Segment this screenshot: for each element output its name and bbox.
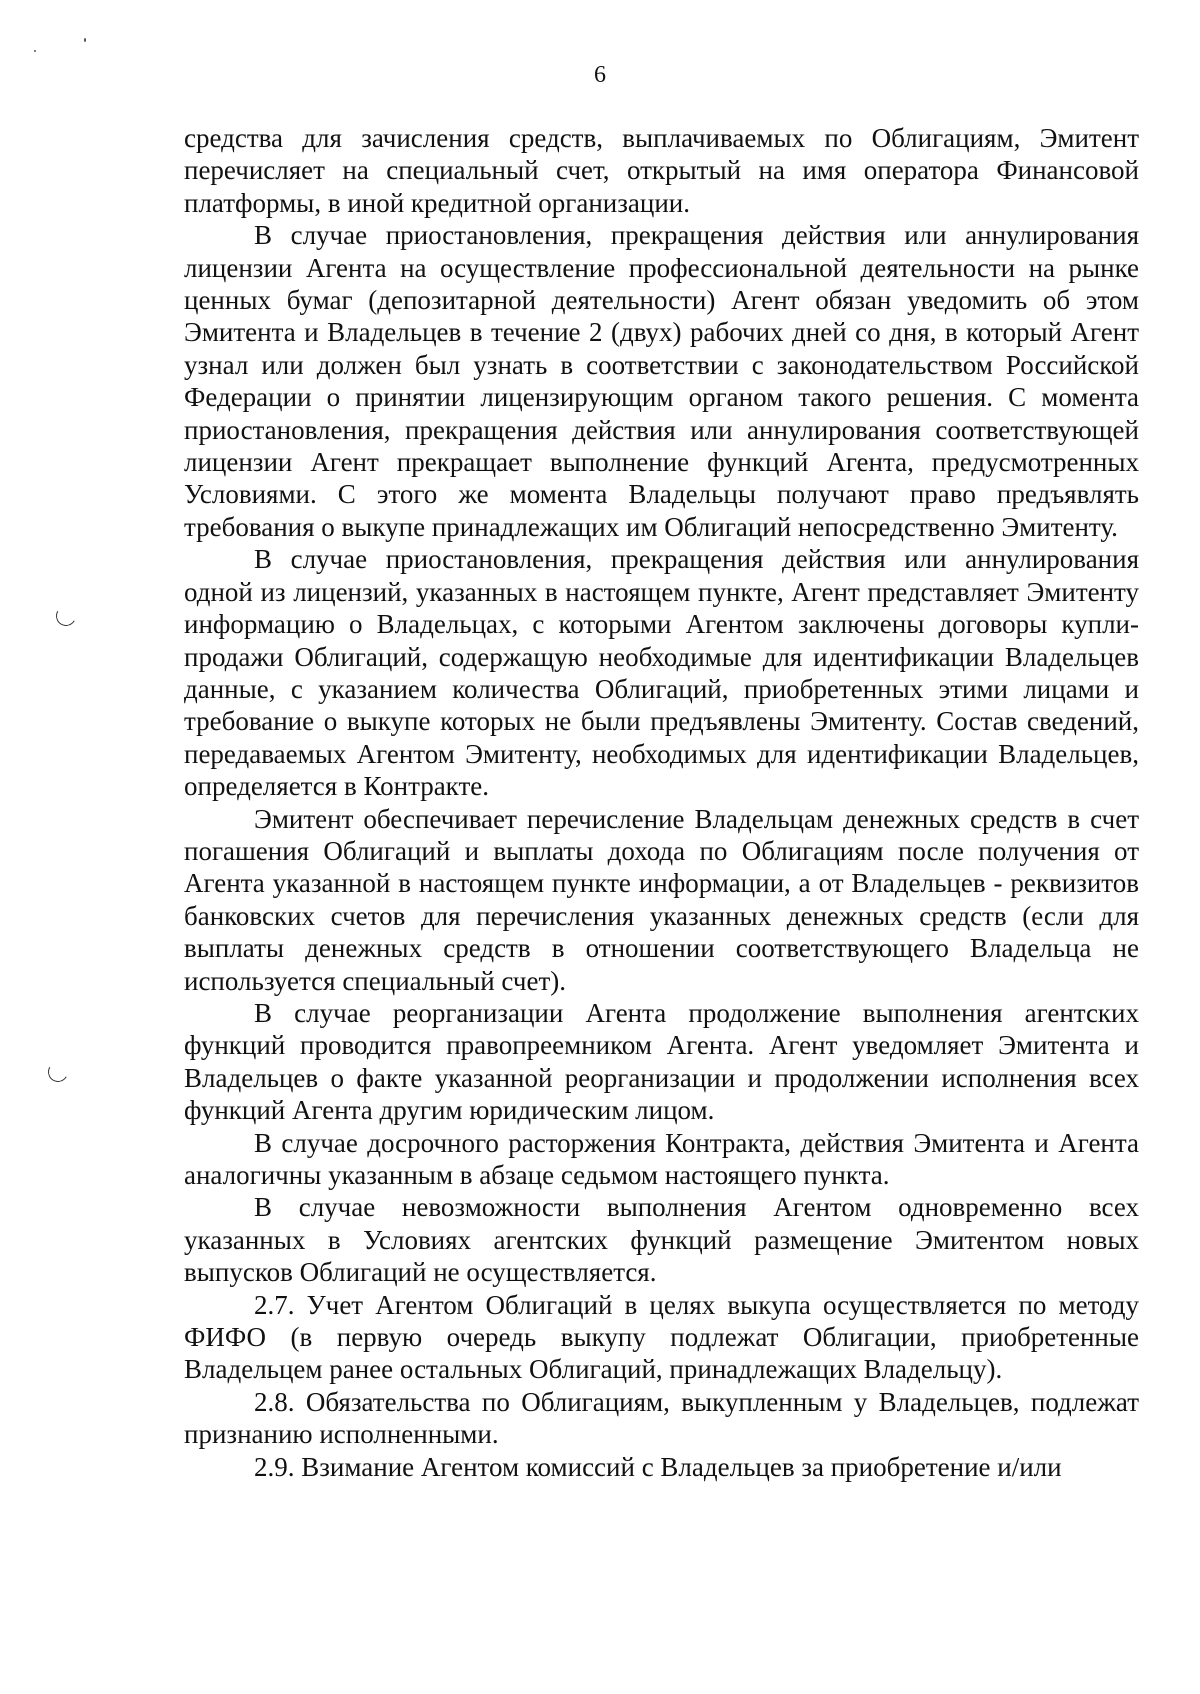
clause-2-8: 2.8. Обязательства по Облигациям, выкупленным у Владельцев, подлежат признанию исполненными. [184,1386,1139,1450]
page-number: 6 [594,62,606,88]
paragraph-3: В случае приостановления, прекращения действия или аннулирования одной из лицензий, указанных в настоящем пункте, Агент представляет Эмитенту информацию о Владельцах, с которыми Агентом заключены договоры купли-продажи Облигаций, содержащую необходимые для идентификации Владельцев данные, с указанием количества Облигаций, приобретенных этими лицами и требование о выкупе которых не были предъявлены Эмитенту. Состав сведений, передаваемых Агентом Эмитенту, необходимых для идентификации Владельцев, определяется в Контракте. [184,544,1139,802]
clause-2-9: 2.9. Взимание Агентом комиссий с Владельцев за приобретение и/или [254,1451,1062,1482]
paragraph-5: В случае реорганизации Агента продолжение выполнения агентских функций проводится правопреемником Агента. Агент уведомляет Эмитента и Владельцев о факте указанной реорганизации и продолжении исполнения всех функций Агента другим юридическим лицом. [184,997,1139,1126]
binding-hole-mark [54,604,78,628]
scan-speck [84,38,86,42]
paragraph-2: В случае приостановления, прекращения действия или аннулирования лицензии Агента на осуществление профессиональной деятельности на рынке ценных бумаг (депозитарной деятельности) Агент обязан уведомить об этом Эмитента и Владельцев в течение 2 (двух) рабочих дней со дня, в который Агент узнал или должен был узнать в соответствии с законодательством Российской Федерации о принятии лицензирующим органом такого решения. С момента приостановления, прекращения действия или аннулирования соответствующей лицензии Агент прекращает выполнение функций Агента, предусмотренных Условиями. С этого же момента Владельцы получают право предъявлять требования о выкупе принадлежащих им Облигаций непосредственно Эмитенту. [184,220,1139,542]
paragraph-1: средства для зачисления средств, выплачиваемых по Облигациям, Эмитент перечисляет на специальный счет, открытый на имя оператора Финансовой платформы, в иной кредитной организации. [184,123,1139,218]
paragraph-7: В случае невозможности выполнения Агентом одновременно всех указанных в Условиях агентских функций размещение Эмитентом новых выпусков Облигаций не осуществляется. [184,1192,1139,1288]
paragraph-4: Эмитент обеспечивает перечисление Владельцам денежных средств в счет погашения Облигаций и выплаты дохода по Облигациям после получения от Агента указанной в настоящем пункте информации, а от Владельцев - реквизитов банковских счетов для перечисления указанных денежных средств (если для выплаты денежных средств в отношении соответствующего Владельца не используется специальный счет). [184,803,1139,996]
clause-2-7: 2.7. Учет Агентом Облигаций в целях выкупа осуществляется по методу ФИФО (в первую очередь выкупу подлежат Облигации, приобретенные Владельцем ранее остальных Облигаций, принадлежащих Владельцу). [184,1289,1139,1385]
scan-speck [34,50,36,52]
document-body [184,122,1139,1483]
paragraph-6: В случае досрочного расторжения Контракта, действия Эмитента и Агента аналогичны указанным в абзаце седьмом настоящего пункта. [184,1127,1139,1190]
binding-hole-mark [46,1060,70,1084]
